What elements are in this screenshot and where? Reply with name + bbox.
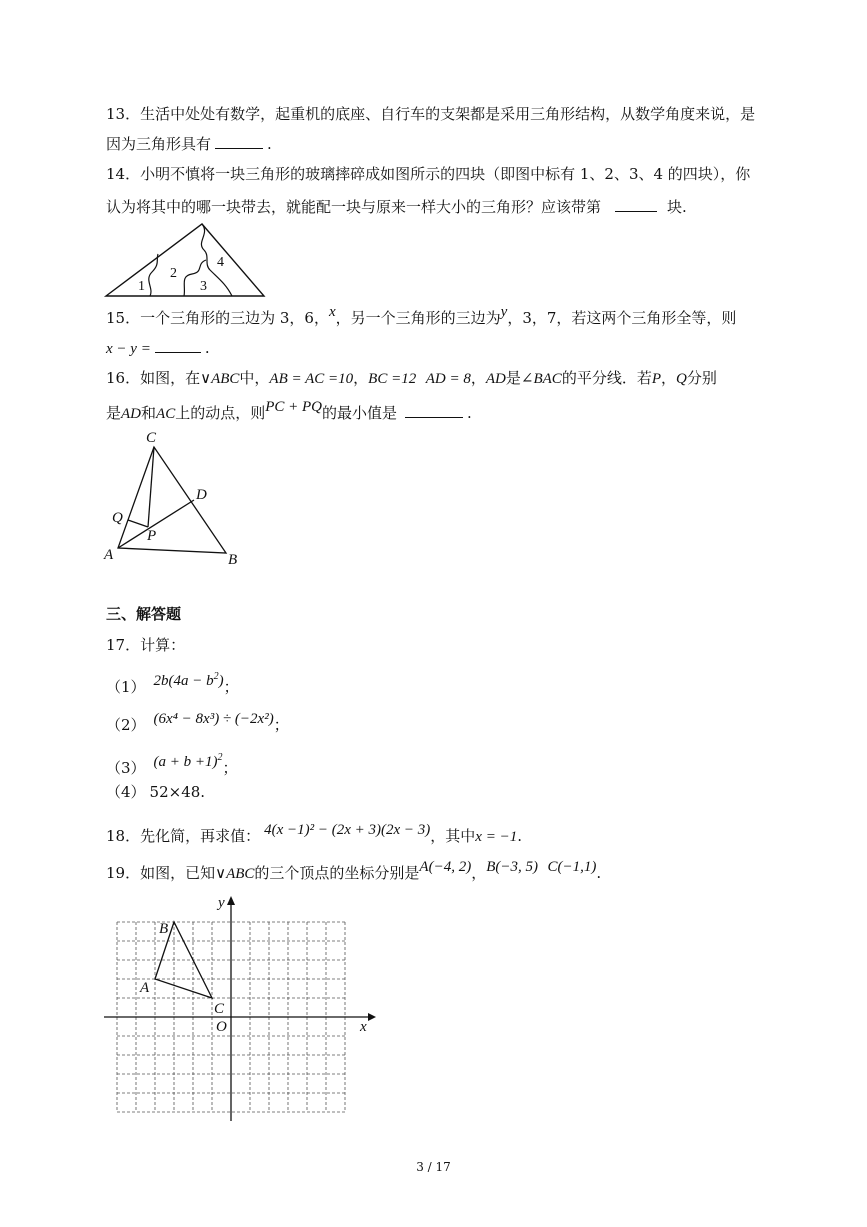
q17-3-expr: $(a + b +1)^2$ bbox=[153, 752, 223, 770]
piece-2-label: 2 bbox=[170, 266, 177, 281]
q19-point-a: A(−4, 2) bbox=[419, 859, 472, 875]
q16-answer-blank[interactable] bbox=[405, 402, 463, 418]
q18-text-b: ，其中 bbox=[430, 827, 476, 845]
q16-angle: ∠BAC bbox=[520, 371, 562, 387]
q13-text: 因为三角形具有 bbox=[106, 135, 212, 153]
q16-text-e: 分别 bbox=[686, 369, 717, 387]
q17-2-num: （2） bbox=[106, 716, 146, 734]
q16-line1 bbox=[106, 368, 717, 389]
q16-text-f: 是 bbox=[106, 404, 122, 422]
q17-item-2 bbox=[106, 711, 289, 736]
q15-line1 bbox=[106, 304, 737, 329]
q19-triangle: ∨ABC bbox=[215, 866, 255, 882]
q15-text-b: ，另一个三角形的三边为 bbox=[335, 309, 501, 327]
q15-text-a: 15．一个三角形的三边为 3，6， bbox=[106, 309, 329, 327]
q17-title: 17．计算： bbox=[106, 636, 186, 654]
q13-end: . bbox=[267, 135, 272, 153]
q13-line2 bbox=[106, 133, 272, 154]
q18-end: . bbox=[517, 827, 522, 845]
q14-line1: 14．小明不慎将一块三角形的玻璃摔碎成如图所示的四块（即图中标有 1、2、3、4 的四块），你 bbox=[106, 165, 751, 183]
q14-broken-triangle-figure bbox=[100, 220, 270, 302]
label-D: D bbox=[196, 487, 207, 503]
q16-text-d: 的平分线．若 bbox=[561, 369, 652, 387]
piece-4-label: 4 bbox=[217, 255, 224, 270]
q16-text-a: 16．如图，在 bbox=[106, 369, 201, 387]
y-axis-label: y bbox=[218, 895, 225, 911]
q17-4-end: . bbox=[200, 783, 206, 801]
q16-sum: PC + PQ bbox=[265, 399, 323, 415]
q18-text-a: 18．先化简，再求值： bbox=[106, 827, 261, 845]
q16-sep-1: ， bbox=[353, 369, 369, 387]
q16-end: . bbox=[467, 404, 472, 422]
q17-1-end: ； bbox=[223, 678, 239, 696]
q19-line bbox=[106, 859, 602, 884]
q16-triangle: ∨ABC bbox=[200, 371, 240, 387]
label-C: C bbox=[146, 430, 157, 446]
q19-end: . bbox=[596, 864, 602, 882]
piece-1-label: 1 bbox=[138, 279, 145, 294]
q19-point-b: B(−3, 5) bbox=[486, 859, 538, 875]
q14-end: 块. bbox=[667, 198, 687, 216]
vertex-A-label: A bbox=[140, 980, 150, 996]
x-axis-arrow-icon bbox=[368, 1013, 376, 1021]
q19-text-b: 的三个顶点的坐标分别是 bbox=[254, 864, 420, 882]
q19-point-c: C(−1,1) bbox=[547, 859, 597, 875]
q16-line2 bbox=[106, 399, 472, 424]
q15-answer-blank[interactable] bbox=[155, 337, 201, 353]
q18-line bbox=[106, 822, 522, 847]
vertex-B-label: B bbox=[159, 921, 169, 937]
x-axis-label: x bbox=[360, 1019, 367, 1035]
q16-condition-1: AB = AC =10 bbox=[269, 371, 354, 387]
q19-coordinate-grid bbox=[100, 893, 380, 1125]
q17-item-4 bbox=[106, 782, 205, 802]
q16-triangle-figure bbox=[100, 425, 250, 570]
q19-text-a: 19．如图，已知 bbox=[106, 864, 216, 882]
q16-q: Q bbox=[676, 371, 687, 387]
q17-item-3 bbox=[106, 752, 238, 779]
q15-var-y: y bbox=[500, 304, 508, 320]
piece-3-label: 3 bbox=[200, 279, 207, 294]
q18-condition: x = −1 bbox=[475, 829, 518, 845]
q15-line2 bbox=[106, 337, 210, 359]
q13-answer-blank[interactable] bbox=[215, 133, 263, 149]
q16-text-g: 和 bbox=[141, 404, 157, 422]
q15-expression: x − y = bbox=[106, 341, 151, 357]
label-P: P bbox=[147, 528, 157, 544]
q14-answer-blank[interactable] bbox=[615, 196, 657, 212]
q15-text-c: ，3，7，若这两个三角形全等，则 bbox=[507, 309, 737, 327]
page-number: 3 / 17 bbox=[416, 1160, 451, 1174]
label-Q: Q bbox=[112, 510, 123, 526]
q13-line1: 13．生活中处处有数学，起重机的底座、自行车的支架都是采用三角形结构，从数学角度来说，是 bbox=[106, 105, 756, 123]
q16-text-h: 上的动点，则 bbox=[175, 404, 266, 422]
q14-line2 bbox=[106, 196, 687, 217]
q17-2-end: ； bbox=[273, 716, 289, 734]
q16-ad: AD bbox=[485, 371, 506, 387]
q16-text-b: 中， bbox=[239, 369, 270, 387]
section-title: 三、解答题 bbox=[106, 605, 182, 623]
q17-4-expr: 52×48 bbox=[149, 783, 201, 801]
vertex-C-label: C bbox=[214, 1001, 225, 1017]
y-axis-arrow-icon bbox=[227, 896, 235, 905]
q16-condition-3: AD = 8 bbox=[425, 371, 471, 387]
q16-sep-2: ， bbox=[470, 369, 486, 387]
q17-2-expr: (6x⁴ − 8x³) ÷ (−2x²) bbox=[153, 711, 274, 727]
q18-expression: 4(x −1)² − (2x + 3)(2x − 3) bbox=[264, 822, 431, 838]
q16-p: P bbox=[651, 371, 661, 387]
q16-text-i: 的最小值是 bbox=[322, 404, 398, 422]
q19-sep: ， bbox=[471, 864, 487, 882]
q15-var-x: x bbox=[328, 304, 336, 320]
q16-sep-3: ， bbox=[661, 369, 677, 387]
q17-4-num: （4） bbox=[106, 783, 146, 801]
q17-1-num: （1） bbox=[106, 678, 146, 696]
label-A: A bbox=[104, 547, 114, 563]
origin-label: O bbox=[216, 1019, 227, 1035]
q17-3-num: （3） bbox=[106, 759, 146, 777]
q16-ad-2: AD bbox=[121, 406, 142, 422]
q17-item-1 bbox=[106, 671, 239, 698]
q16-text-c: 是 bbox=[505, 369, 521, 387]
label-B: B bbox=[228, 552, 238, 568]
q17-1-expr: $2b(4a - b^2)$ bbox=[153, 671, 224, 689]
q15-end: . bbox=[204, 339, 210, 357]
q14-text: 认为将其中的哪一块带去，就能配一块与原来一样大小的三角形？应该带第 bbox=[106, 198, 602, 216]
q17-3-end: ； bbox=[222, 759, 238, 777]
q16-condition-2: BC =12 bbox=[368, 371, 417, 387]
q16-ac: AC bbox=[156, 406, 176, 422]
